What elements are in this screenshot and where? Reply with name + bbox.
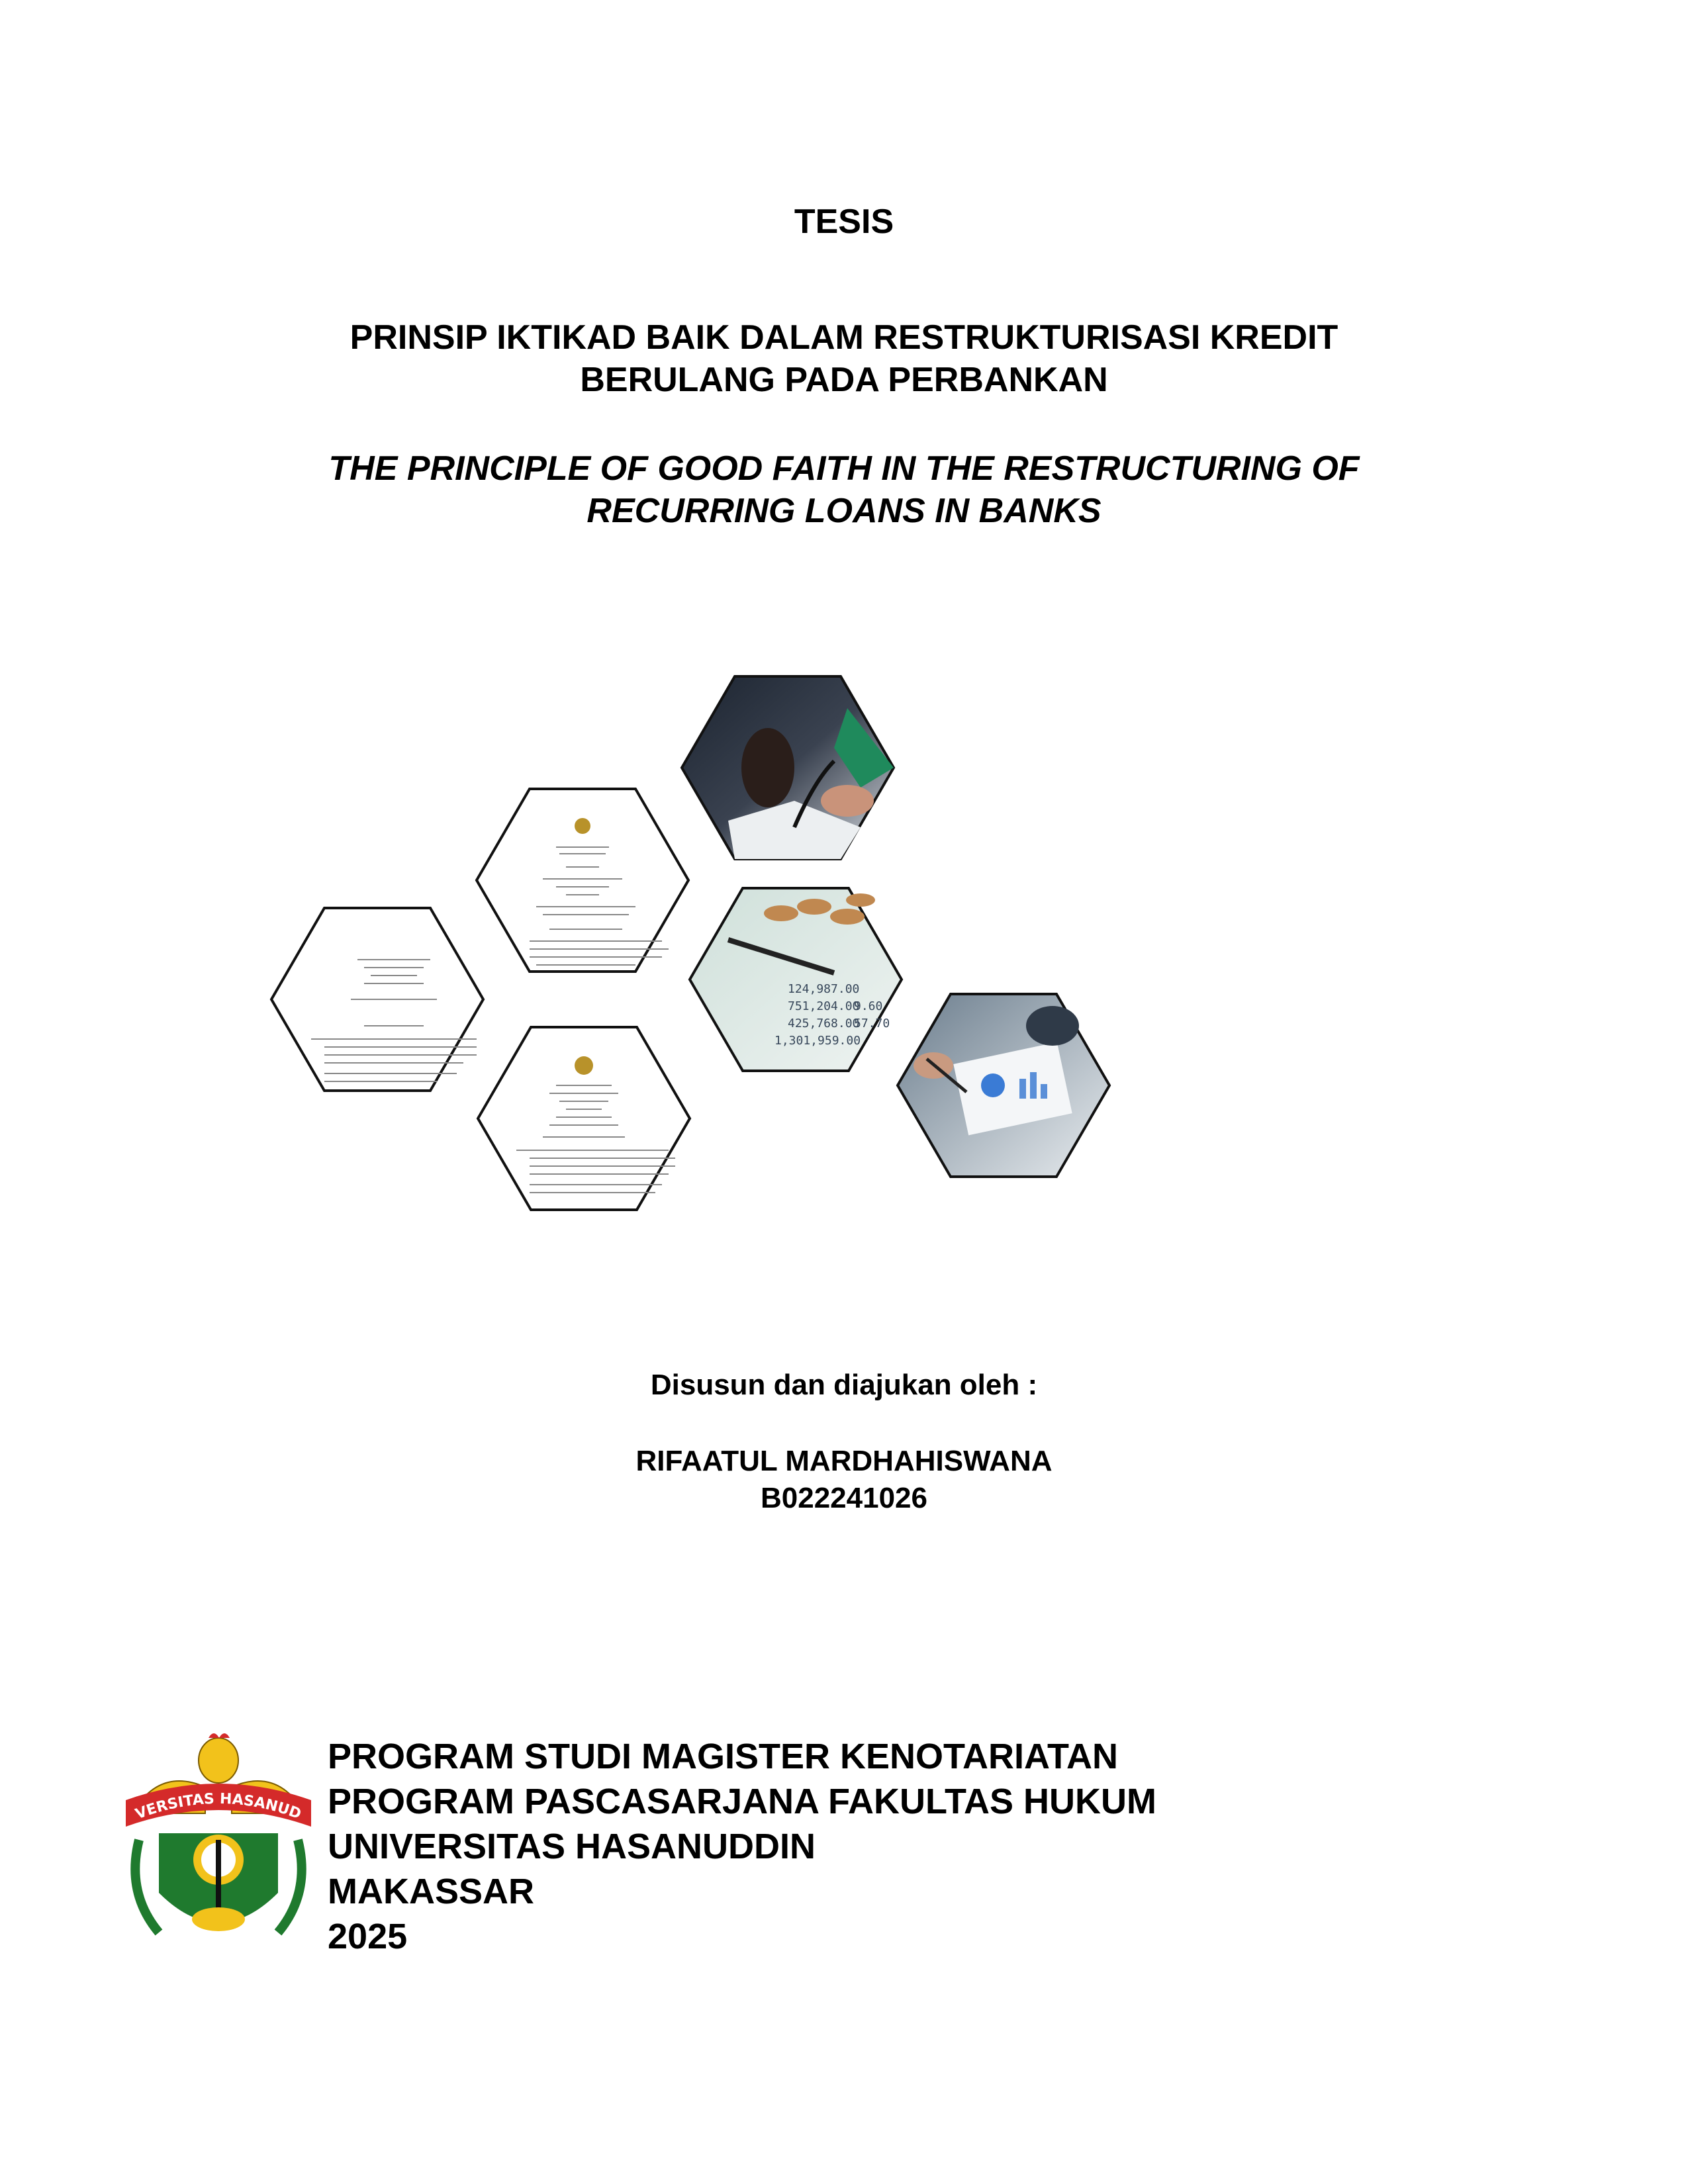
institution-city: MAKASSAR [328, 1872, 535, 1911]
university-logo [119, 1727, 318, 1952]
hexagon-document-regulation-2 [477, 789, 688, 972]
institution-line-1: PROGRAM STUDI MAGISTER KENOTARIATAN [328, 1737, 1118, 1776]
institution-year: 2025 [328, 1917, 408, 1956]
logo-ribbon-text: VERSITAS HASANUD [133, 1790, 304, 1823]
institution-line-3: UNIVERSITAS HASANUDDIN [328, 1827, 816, 1866]
submitted-by-label: Disusun dan diajukan oleh : [650, 1369, 1038, 1401]
document-type: TESIS [794, 203, 894, 241]
student-id: B022241026 [760, 1482, 927, 1514]
title-indonesian [0, 316, 1688, 401]
title-indonesian-line-1: PRINSIP IKTIKAD BAIK DALAM RESTRUKTURISASI KREDIT [350, 318, 1338, 357]
title-english [0, 447, 1688, 532]
hexagon-collage-illustration [265, 668, 1165, 1251]
svg-text:1,301,959.00: 1,301,959.00 [774, 1034, 861, 1048]
svg-text:425,768.00: 425,768.00 [788, 1017, 860, 1030]
institution-block [328, 1734, 1156, 1959]
svg-text:57.70: 57.70 [854, 1017, 890, 1030]
hexagon-photo-signing-contract [682, 676, 894, 859]
hexagon-document-regulation-1 [271, 908, 483, 1091]
svg-text:751,204.00: 751,204.00 [788, 999, 860, 1013]
title-indonesian-line-2: BERULANG PADA PERBANKAN [580, 361, 1108, 399]
cover-collage [265, 668, 1165, 1251]
author-block [0, 1443, 1688, 1517]
author-name: RIFAATUL MARDHAHISWANA [635, 1445, 1053, 1477]
hexagon-photo-financial-table [690, 888, 902, 1071]
svg-text:9.60: 9.60 [854, 999, 883, 1013]
title-english-line-1: THE PRINCIPLE OF GOOD FAITH IN THE RESTRUCTURING OF [328, 449, 1360, 488]
institution-line-2: PROGRAM PASCASARJANA FAKULTAS HUKUM [328, 1782, 1156, 1821]
title-english-line-2: RECURRING LOANS IN BANKS [586, 492, 1102, 530]
hexagon-photo-business-meeting [898, 994, 1109, 1177]
hexagon-document-regulation-3 [478, 1027, 690, 1210]
svg-text:124,987.00: 124,987.00 [788, 982, 860, 996]
university-emblem-icon [119, 1727, 318, 1952]
